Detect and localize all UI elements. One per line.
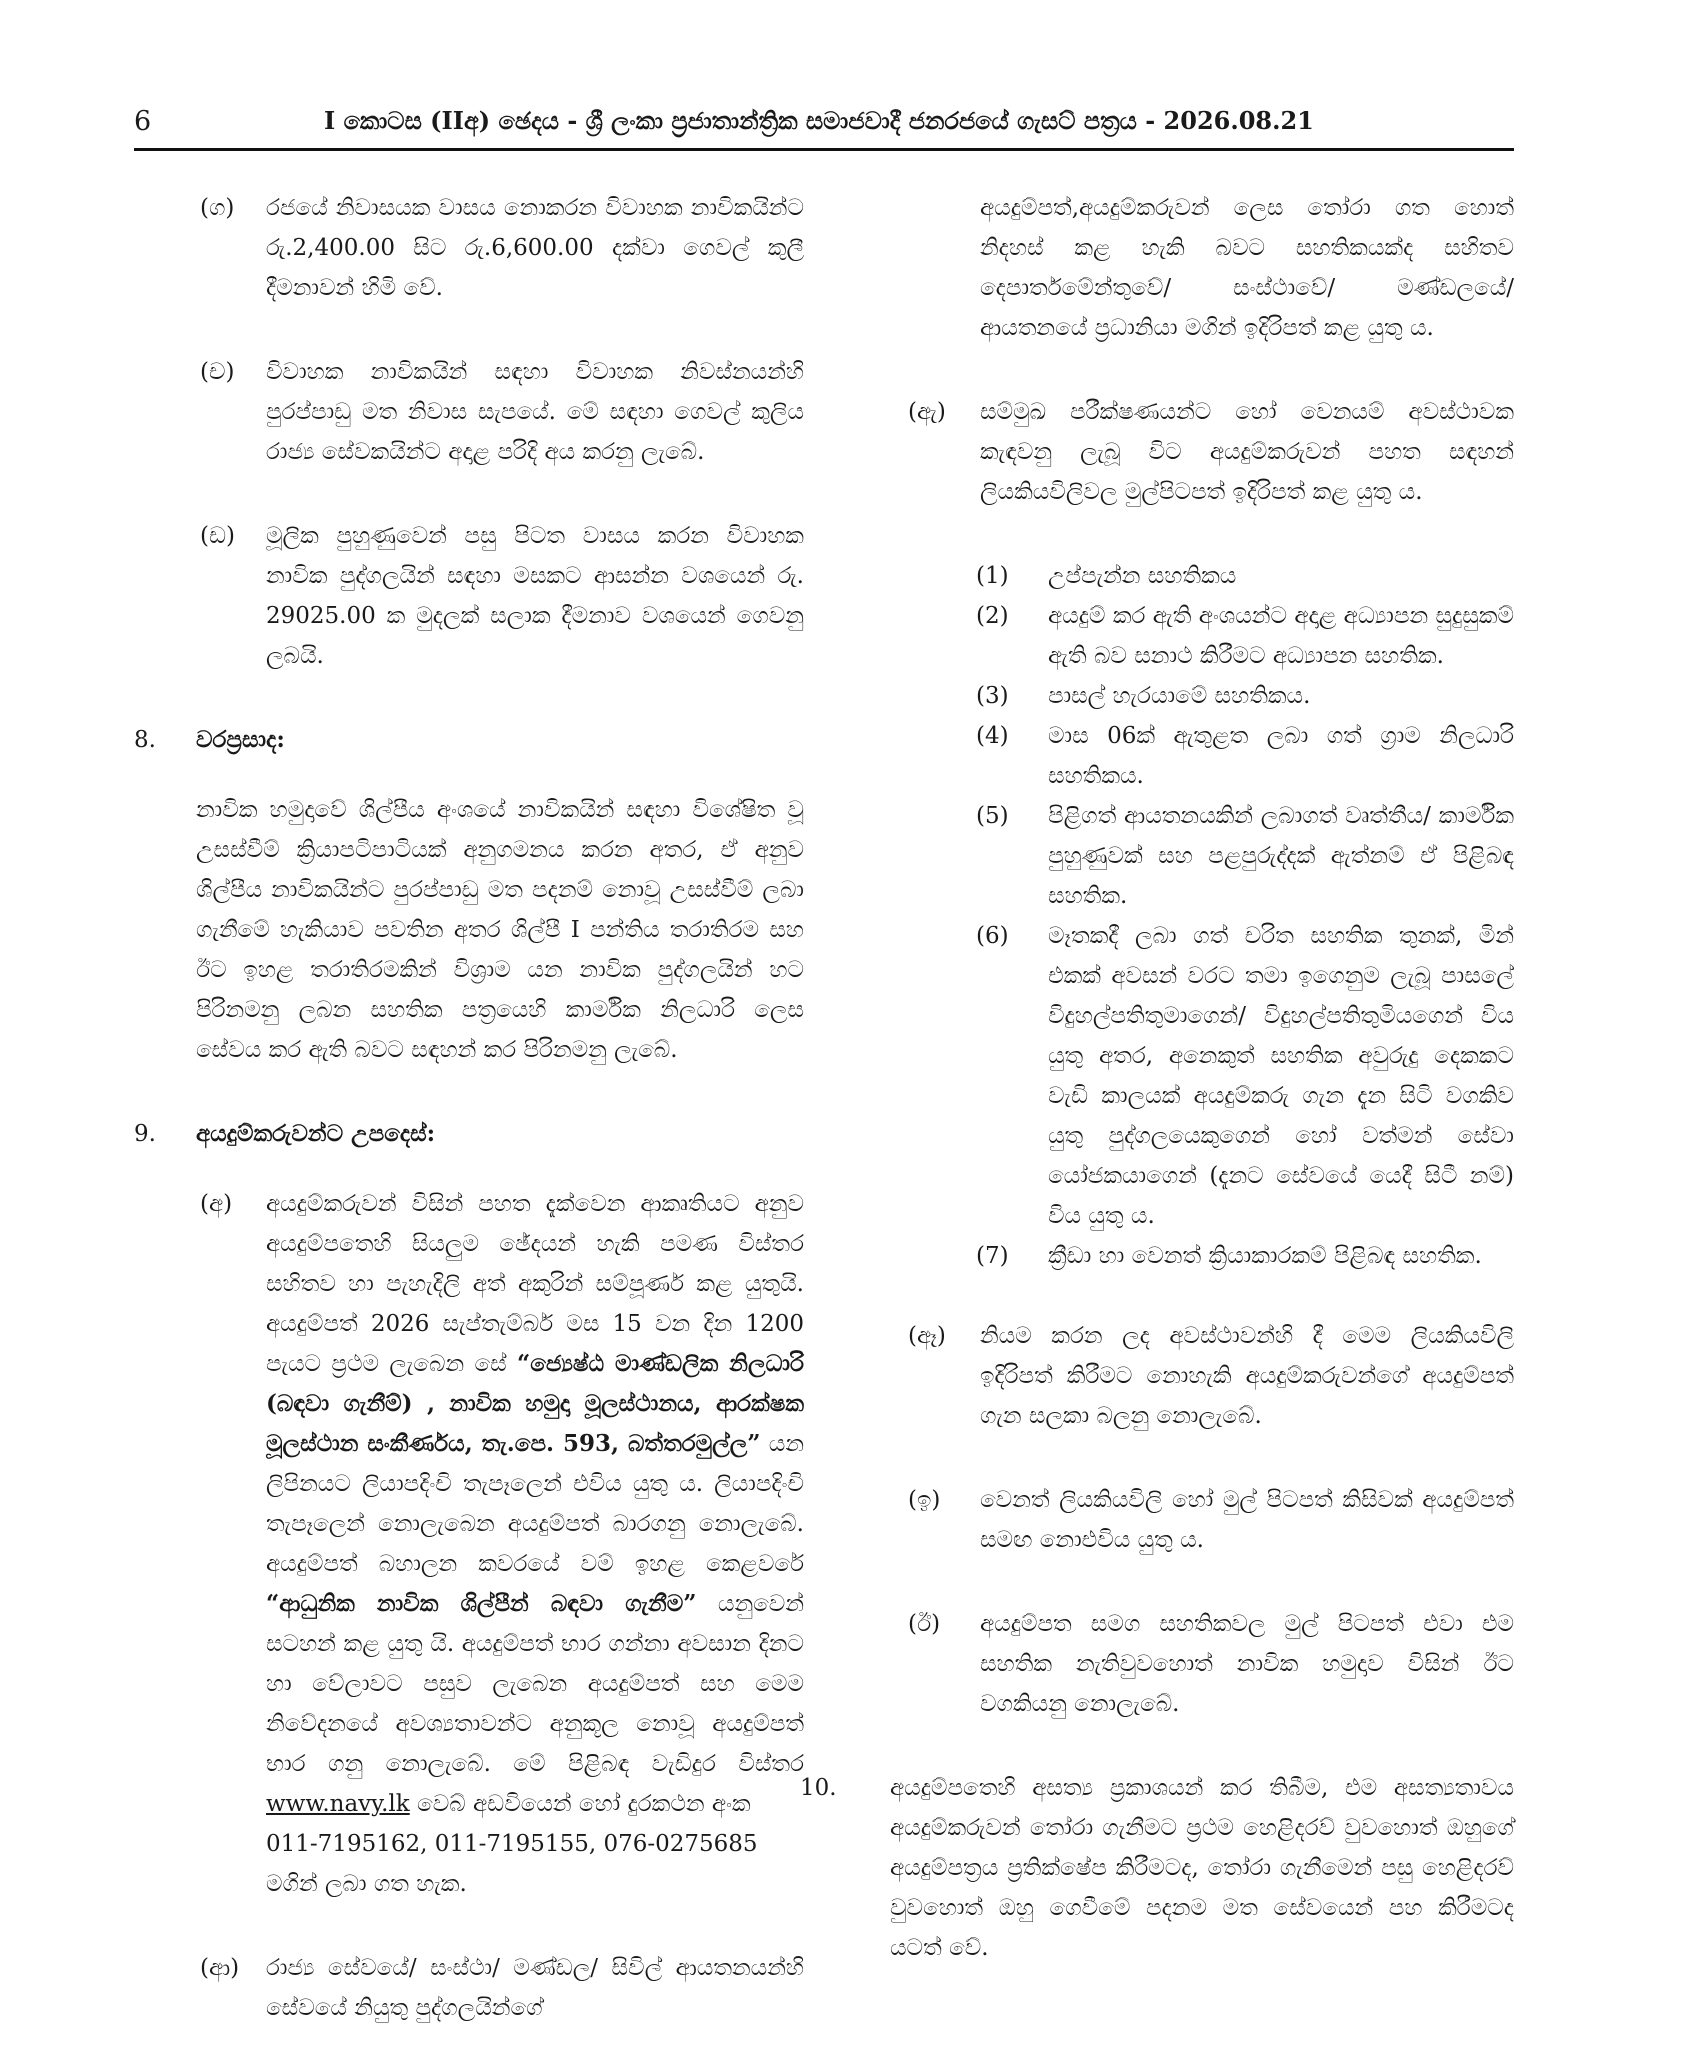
item-a-text-3: යනුවෙන් සටහන් කළ යුතු යි. අයදුම්පත් භාර ගන්නා අවසාන දිනට හා වේලාවට පසුව ලැබෙන අයදුම්පත් සහ මෙම නිවේදනයේ අවශ්‍යතාවන්ට අනුකූල නොවූ අයදුම්පත් භාර ගනු නොලැබේ. මේ පිළිබඳ වැඩිදුර විස්තර (266, 1591, 805, 1777)
item-text: නියම කරන ලද අවස්ථාවන්හි දී මෙම ලියකියවිලි ඉදිරිපත් කිරීමට නොහැකි අයදුම්කරුවන්ගේ අයදුම්පත් ගැන සලකා බලනු නොලැබේ. (980, 1323, 1514, 1429)
item-label: (අ) (200, 1191, 233, 1217)
item-text: රජයේ නිවාසයක වාසය නොකරන විවාහක නාවිකයින්ට රු.2,400.00 සිට රු.6,600.00 දක්වා ගෙවල් කුලී දීමනාවන් හිමි වේ. (266, 195, 804, 301)
navy-website-link[interactable]: www.navy.lk (266, 1791, 410, 1817)
item-text: විවාහක නාවිකයින් සඳහා විවාහක නිවස්නයන්හි පුරප්පාඩු මත නිවාස සැපයේ. මේ සඳහා ගෙවල් කුලිය රාජ්‍ය සේවකයින්ට අදාළ පරිදි අය කරනු ලැබේ. (266, 359, 804, 465)
item-a-text-1: අයදුම්කරුවන් විසින් පහත දැක්වෙන ආකෘතියට අනුව අයදුම්පතෙහි සියලුම ඡේදයන් හැකි පමණ විස්තර සහිතව හා පැහැදිලි අත් අකුරින් සම්පූර්ණ කළ යුතුයි. අයදුම්පත් 2026 සැප්තැම්බර් මස 15 වන දින 1200 පැයට ප්‍රථම ලැබෙන සේ (266, 1191, 804, 1377)
item-label: (ග) (200, 195, 235, 221)
item-text: මූලික පුහුණුවෙන් පසු පිටත වාසය කරන විවාහක නාවික පුද්ගලයින් සඳහා මසකට ආසන්න වශයෙන් රු. 29025.00 ක මුදලක් සලාක දීමනාව වශයෙන් ගෙවනු ලබයි. (266, 523, 804, 669)
list-item: (2) අයදුම් කර ඇති අංශයන්ට අදාළ අධ්‍යාපන සුදුසුකම් ඇති බව සනාථ කිරීමට අධ්‍යාපන සහතික. (976, 603, 1514, 669)
section-10 (800, 1768, 1514, 1968)
item-aa-continued: අයදුම්පත්,අයදුම්කරුවන් ලෙස තෝරා ගත හොත් නිදහස් කළ හැකි බවට සහතිකයක්ද සහිතව දෙපාර්තමේන්තුවේ/ සංස්ථාවේ/ මණ්ඩලයේ/ ආයතනයේ ප්‍රධානියා මගින් ඉදිරිපත් කළ යුතු ය. (980, 195, 1514, 341)
item-label: (ඉ) (908, 1487, 941, 1513)
item-g (134, 188, 804, 308)
recruitment-address: “ජ්‍යෙෂ්ඨ මාණ්ඩලික නිලධාරි (බඳවා ගැනීම්) , නාවික හමුදා මූලස්ථානය, ආරක්ෂක මූලස්ථාන සංකීර්ණය, තැ.පෙ. 593, බත්තරමුල්ල” (266, 1350, 805, 1457)
item-text: වෙනත් ලියකියවිලි හෝ මුල් පිටපත් කිසිවක් අයදුම්පත් සමඟ නොඑවිය යුතු ය. (980, 1487, 1514, 1553)
list-item: (4) මාස 06ක් ඇතුළත ලබා ගත් ග්‍රාම නිලධාරි සහතිකය. (976, 723, 1514, 789)
section-number: 10. (800, 1775, 837, 1801)
right-column (800, 188, 1514, 1968)
item-ii (890, 1604, 1514, 1724)
list-item: (3) පාසල් හැරයාමේ සහතිකය. (976, 683, 1311, 709)
item-a-text-5: මගින් ලබා ගත හැක. (266, 1871, 467, 1897)
item-aa (134, 1948, 804, 2028)
section-8-heading (134, 720, 804, 760)
item-label: (ඈ) (908, 1323, 946, 1349)
header-rule (134, 148, 1514, 151)
page-number: 6 (134, 106, 152, 137)
item-label: (ආ) (200, 1955, 240, 1981)
page-header (134, 100, 1514, 148)
list-item: (5) පිළිගත් ආයතනයකින් ලබාගත් වෘත්තීය/ කාර්මික පුහුණුවක් සහ පළපුරුද්දක් ඇත්නම් ඒ පිළිබඳ සහතික. (976, 803, 1514, 909)
section-number: 9. (134, 1121, 156, 1147)
section-8-text: නාවික හමුදාවේ ශිල්පීය අංශයේ නාවිකයින් සඳහා විශේෂිත වූ උසස්වීම් ක්‍රියාපටිපාටියක් අනුගමනය කරන අතර, ඒ අනුව ශිල්පීය නාවිකයින්ට පුරප්පාඩු මත පදනම් නොවූ උසස්වීම් ලබා ගැනීමේ හැකියාව පවතින අතර ශිල්පී I පන්තිය තරාතිරම සහ ඊට ඉහළ තරාතිරමකින් විශ්‍රාම යන නාවික පුද්ගලයින් හට පිරිනමනු ලබන සහතික පත්‍රයෙහි කාර්මික නිලධාරි ලෙස සේවය කර ඇති බවට සඳහන් කර පිරිනමනු ලැබේ. (196, 797, 804, 1063)
phone-numbers: 011-7195162, 011-7195155, 076-0275685 (266, 1831, 758, 1857)
item-i (890, 1480, 1514, 1560)
list-item: (7) ක්‍රීඩා හා වෙනත් ක්‍රියාකාරකම් පිළිබඳ සහතික. (976, 1243, 1482, 1269)
section-9-heading (134, 1114, 804, 1154)
item-ae (890, 392, 1514, 512)
item-dh (134, 516, 804, 676)
item-label: (ඩ) (200, 523, 235, 549)
section-heading: අයදුම්කරුවන්ට උපදෙස්: (196, 1120, 436, 1147)
section-heading: වරප්‍රසාද: (196, 726, 285, 753)
document-list (976, 556, 1514, 1276)
item-text (266, 1184, 804, 1904)
left-column (134, 188, 804, 2072)
list-item: (6) මෑතකදී ලබා ගත් චරිත සහතික තුනක්, මින් එකක් අවසන් වරට තමා ඉගෙනුම ලැබූ පාසලේ විදුහල්පතිතුමාගෙන්/ විදුහල්පතිතුමියගෙන් විය යුතු අතර, අනෙකුත් සහතික අවුරුදු දෙකකට වැඩි කාලයක් අයදුම්කරු ගැන දැන සිටි වගකිව යුතු පුද්ගලයෙකුගෙන් හෝ වත්මන් සේවා යෝජකයාගෙන් (දැනට සේවයේ යෙදී සිටී නම්) විය යුතු ය. (976, 923, 1514, 1229)
item-ch (134, 352, 804, 472)
item-text: සම්මුඛ පරීක්ෂණයන්ට හෝ වෙනයම් අවස්ථාවක කැඳවනු ලැබූ විට අයදුම්කරුවන් පහත සඳහන් ලියකියවිලිවල මුල්පිටපත් ඉදිරිපත් කළ යුතු ය. (980, 399, 1514, 505)
section-number: 8. (134, 727, 156, 753)
item-label: (ඊ) (908, 1611, 941, 1637)
item-a (134, 1184, 804, 1904)
list-item: (1) උප්පැන්න සහතිකය (976, 563, 1237, 589)
item-a-text-2: යන ලිපිනයට ලියාපදිංචි තැපෑලෙන් එවිය යුතු ය. ලියාපදිංචි තැපෑලෙන් නොලැබෙන අයදුම්පත් බාරගනු නොලැබේ. අයදුම්පත් බහාලන කවරයේ වම් ඉහළ කෙළවරේ (266, 1431, 804, 1577)
item-text: අයදුම්පත සමග සහතිකවල මුල් පිටපත් එවා එම සහතික නැතිවුවහොත් නාවික හමුදාව විසින් ඊට වගකියනු නොලැබේ. (980, 1611, 1514, 1717)
item-a-text-4: වෙබ් අඩවියෙන් හෝ දුරකථන අංක (417, 1791, 751, 1817)
item-text: රාජ්‍ය සේවයේ/ සංස්ථා/ මණ්ඩල/ සිවිල් ආයතනයන්හි සේවයේ නියුතු පුද්ගලයින්ගේ (266, 1955, 804, 2021)
item-label: (ච) (200, 359, 235, 385)
section-10-text: අයදුම්පතෙහි අසත්‍ය ප්‍රකාශයන් කර තිබීම, එම අසත්‍යතාවය අයදුම්කරුවන් තෝරා ගැනීමට ප්‍රථම හෙළිදරව් වුවහොත් ඔහුගේ අයදුම්පත්‍රය ප්‍රතික්ෂේප කිරීමටද, තෝරා ගැනීමෙන් පසු හෙළිදරව් වුවහොත් ඔහු ගෙවීමේ පදනම මත සේවයෙන් පහ කිරීමටද යටත් වේ. (890, 1775, 1514, 1961)
item-label: (ඇ) (908, 399, 946, 425)
item-ae2 (890, 1316, 1514, 1436)
envelope-caption: “ආධුනික නාවික ශිල්පීන් බඳවා ගැනීම” (266, 1590, 697, 1617)
gazette-title: I කොටස (IIඅ) ඡෙදය - ශ්‍රී ලංකා ප්‍රජාතාන්ත්‍රික සමාජවාදී ජනරජයේ ගැසට් පත්‍රය - 2026.08.21 (324, 106, 1314, 135)
